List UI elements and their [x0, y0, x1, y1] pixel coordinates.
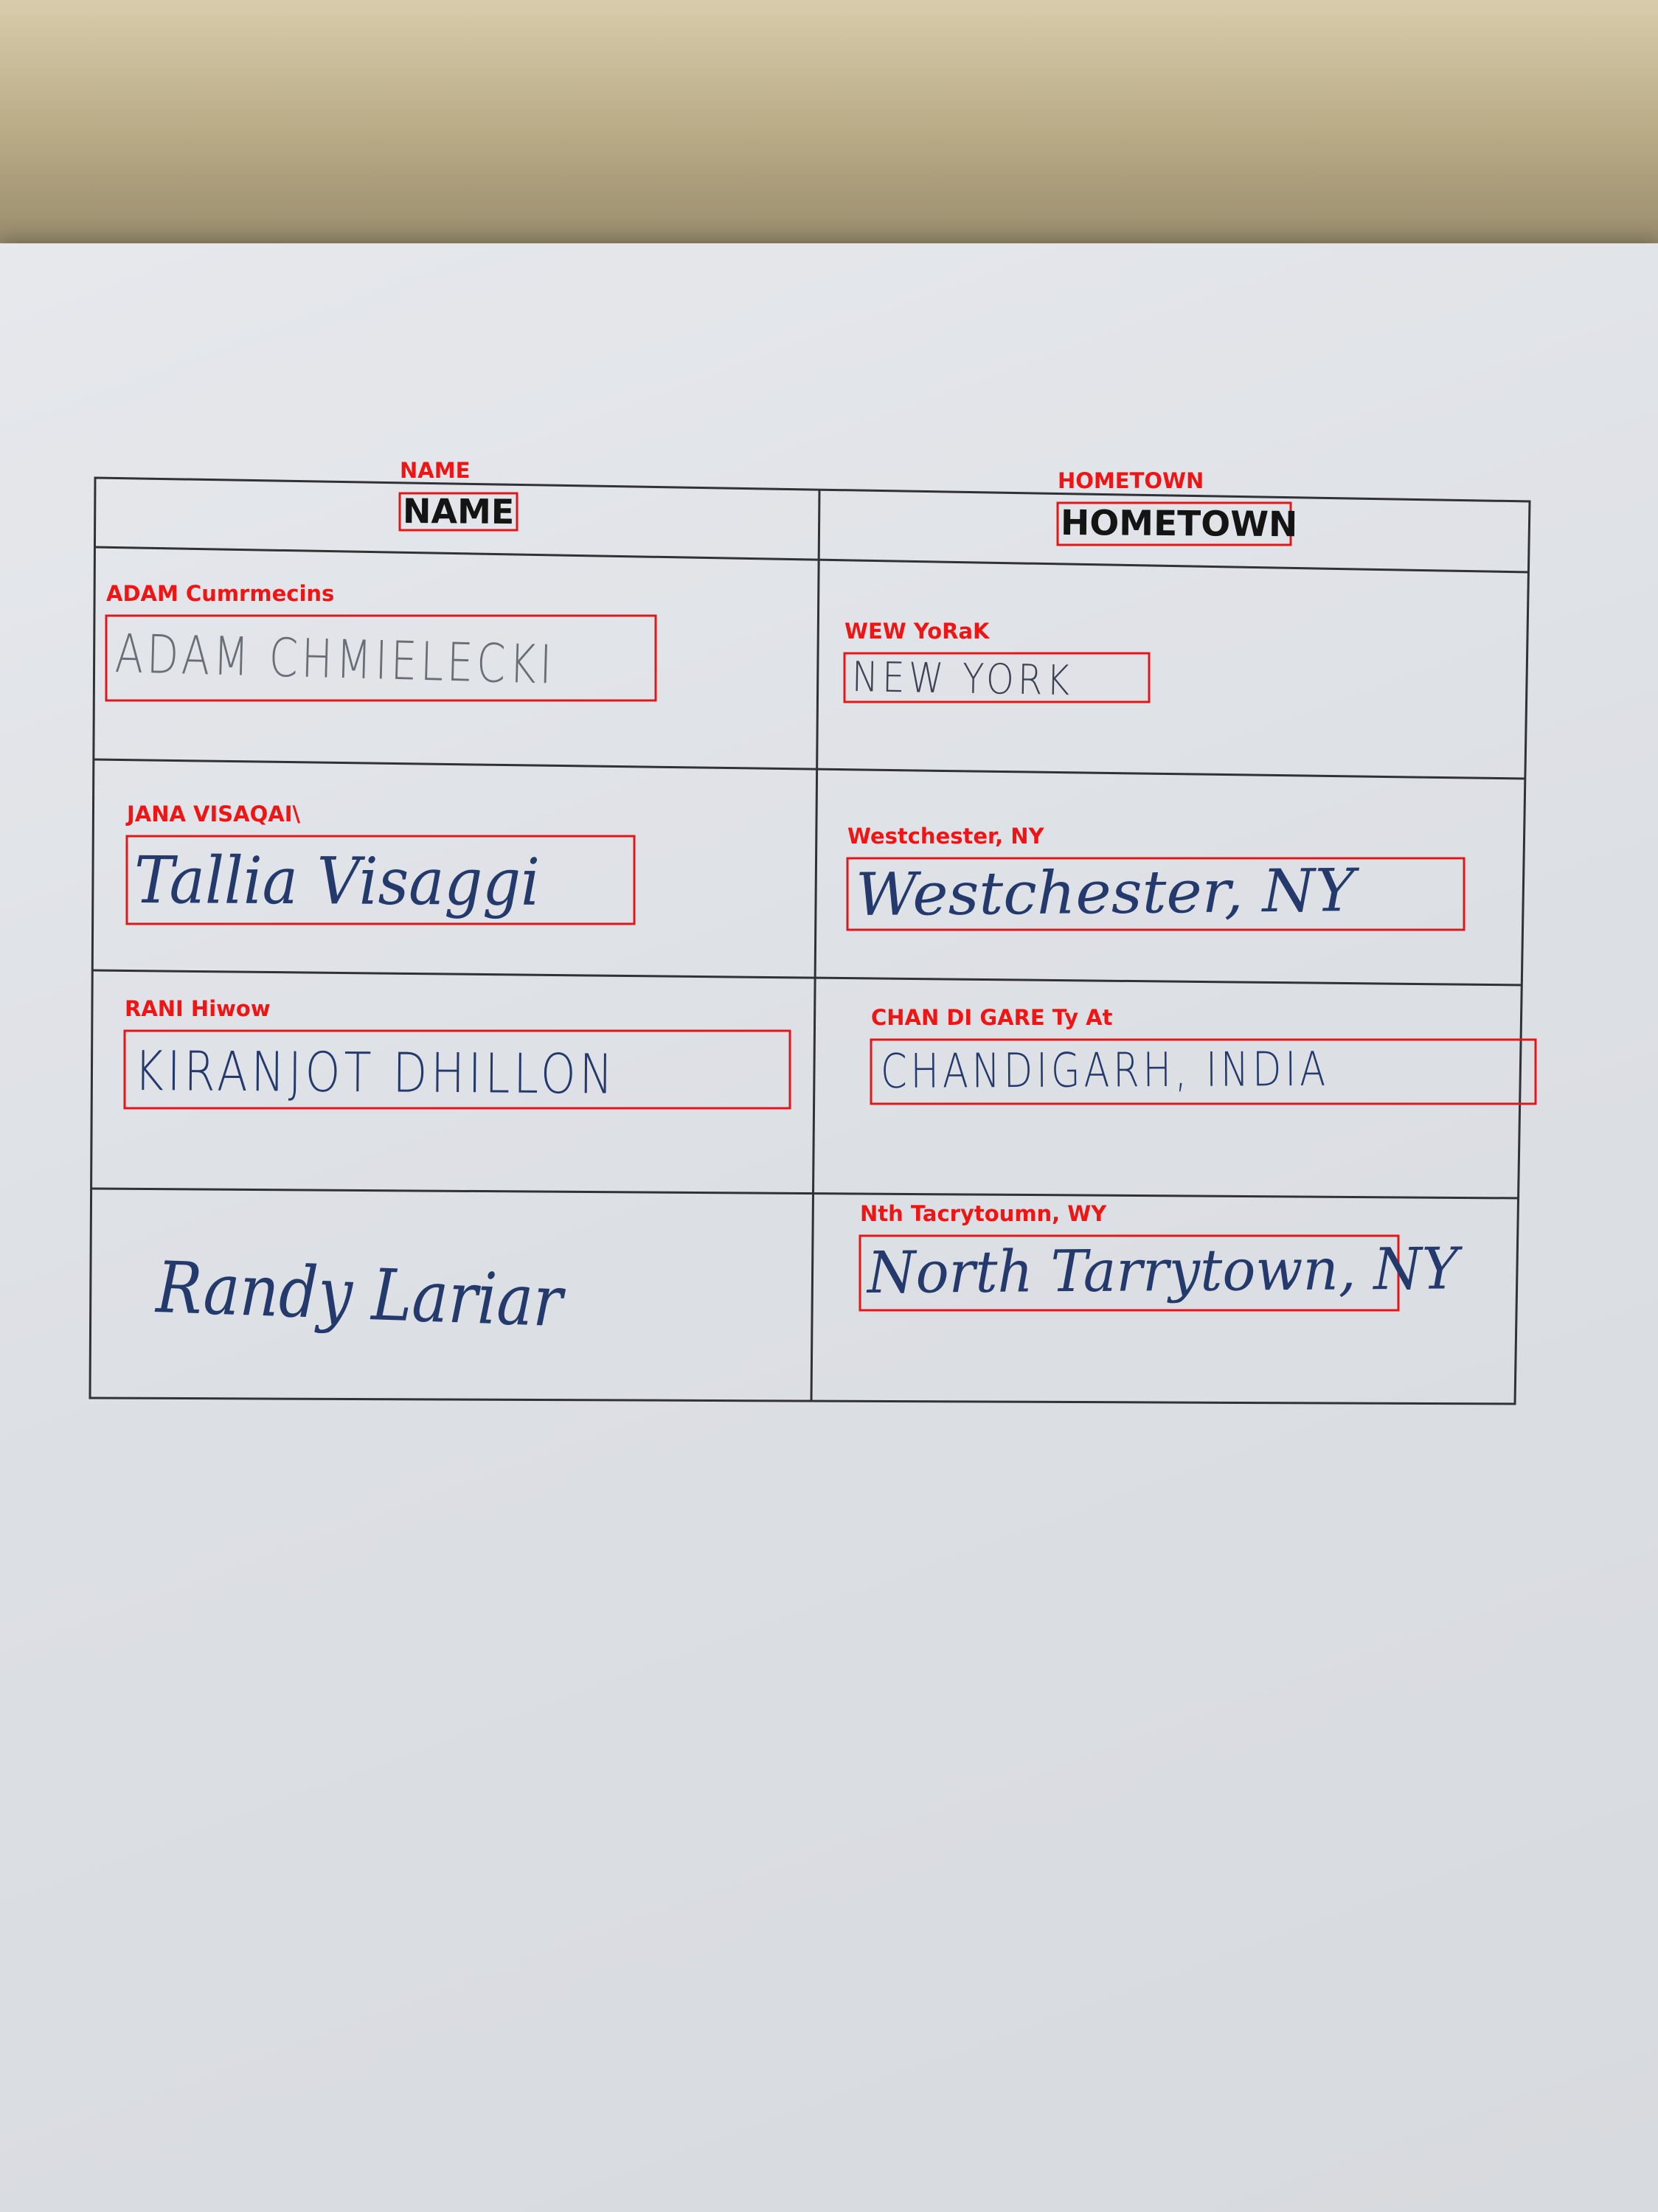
row-line-3 — [91, 970, 1522, 985]
ocr-label-row3-hometown: CHAN DI GARE Ty At — [871, 1005, 1113, 1030]
row4-name-handwriting: Randy Lariar — [155, 1246, 564, 1343]
row3-hometown-handwriting: CHANDIGARH, INDIA — [880, 1042, 1330, 1099]
header-hometown: HOMETOWN — [1060, 503, 1298, 546]
ocr-label-name-header: NAME — [400, 458, 471, 483]
ocr-label-hometown-header: HOMETOWN — [1058, 468, 1204, 493]
ocr-label-row4-hometown: Nth Tacrytoumn, WY — [860, 1201, 1107, 1226]
ocr-label-row1-name: ADAM Cumrmecins — [106, 581, 335, 606]
row-line-1 — [94, 547, 1529, 572]
ocr-label-row2-name: JANA VISAQAI\ — [127, 801, 301, 827]
row-line-2 — [93, 759, 1525, 779]
header-name: NAME — [402, 491, 515, 532]
row1-hometown-handwriting: NEW YORK — [851, 653, 1074, 706]
row1-name-handwriting: ADAM CHMIELECKI — [114, 622, 556, 696]
ocr-label-row3-name: RANI Hiwow — [125, 996, 271, 1021]
row3-name-handwriting: KIRANJOT DHILLON — [133, 1040, 617, 1107]
ocr-label-row2-hometown: Westchester, NY — [847, 824, 1044, 849]
row-line-4 — [91, 1189, 1519, 1198]
ocr-label-row1-hometown: WEW YoRaK — [844, 619, 990, 644]
row4-hometown-handwriting: North Tarrytown, NY — [867, 1236, 1459, 1307]
column-divider — [811, 490, 819, 1401]
row2-hometown-handwriting: Westchester, NY — [855, 856, 1356, 929]
row2-name-handwriting: Tallia Visaggi — [133, 842, 541, 920]
